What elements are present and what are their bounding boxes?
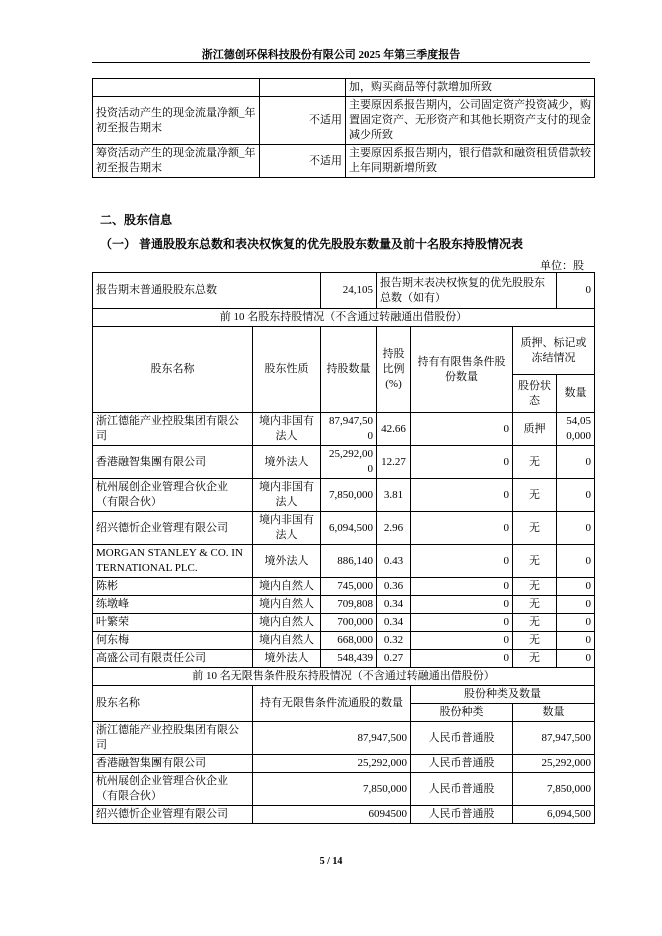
restricted-shares: 0	[411, 545, 513, 578]
summary-value: 24,105	[321, 273, 377, 309]
shareholder-table	[92, 272, 595, 824]
shareholder-name: 叶繁荣	[93, 614, 253, 632]
table-row	[93, 273, 595, 309]
table-row	[93, 479, 595, 512]
shareholder-nature: 境内非国有法人	[253, 479, 321, 512]
holding-ratio: 2.96	[377, 512, 411, 545]
shares-held: 668,000	[321, 632, 377, 650]
table-subtitle: 前 10 名无限售条件股东持股情况（不含通过转融通出借股份）	[93, 668, 595, 686]
pledge-status: 无	[513, 596, 557, 614]
table-header-row	[93, 686, 595, 704]
item-cell: 筹资活动产生的现金流量净额_年初至报告期末	[93, 145, 260, 178]
pledge-qty: 0	[557, 479, 595, 512]
share-qty: 6,094,500	[513, 806, 595, 824]
page-header: 浙江德创环保科技股份有限公司 2025 年第三季度报告	[201, 49, 461, 61]
pledge-qty: 0	[557, 545, 595, 578]
shares-held: 700,000	[321, 614, 377, 632]
unrestricted-count: 87,947,500	[253, 722, 411, 755]
holding-ratio: 0.36	[377, 578, 411, 596]
share-kind: 人民币普通股	[411, 773, 513, 806]
table-row	[93, 578, 595, 596]
restricted-shares: 0	[411, 578, 513, 596]
table-row	[93, 668, 595, 686]
shareholder-name: 浙江德能产业控股集团有限公司	[93, 722, 253, 755]
holding-ratio: 42.66	[377, 413, 411, 446]
shareholder-nature: 境内自然人	[253, 632, 321, 650]
holding-ratio: 3.81	[377, 479, 411, 512]
unrestricted-count: 25,292,000	[253, 755, 411, 773]
shares-held: 886,140	[321, 545, 377, 578]
holding-ratio: 0.32	[377, 632, 411, 650]
share-qty: 87,947,500	[513, 722, 595, 755]
header-name: 股东名称	[93, 327, 253, 413]
pledge-qty: 0	[557, 596, 595, 614]
pledge-qty: 0	[557, 446, 595, 479]
header-count: 持有无限售条件流通股的数量	[253, 686, 411, 722]
table-row	[93, 97, 595, 145]
shareholder-nature: 境外法人	[253, 650, 321, 668]
table-row	[93, 806, 595, 824]
shareholder-name: 香港融智集團有限公司	[93, 755, 253, 773]
pledge-qty: 0	[557, 512, 595, 545]
header-shares: 持股数量	[321, 327, 377, 413]
table-subtitle: 前 10 名股东持股情况（不含通过转融通出借股份）	[93, 309, 595, 327]
ratio-cell: 不适用	[260, 97, 346, 145]
shares-held: 745,000	[321, 578, 377, 596]
pledge-status: 无	[513, 650, 557, 668]
summary-label: 报告期末表决权恢复的优先股股东总数（如有）	[377, 273, 557, 309]
unit-label: 单位：股	[540, 260, 584, 272]
header-qty: 数量	[557, 375, 595, 413]
pledge-status: 质押	[513, 413, 557, 446]
restricted-shares: 0	[411, 413, 513, 446]
pledge-status: 无	[513, 446, 557, 479]
shares-held: 87,947,500	[321, 413, 377, 446]
page-number: 5 / 14	[319, 856, 343, 867]
header-kind: 股份种类	[411, 704, 513, 722]
header-qty: 数量	[513, 704, 595, 722]
restricted-shares: 0	[411, 632, 513, 650]
unrestricted-count: 7,850,000	[253, 773, 411, 806]
shareholder-name: 绍兴德忻企业管理有限公司	[93, 806, 253, 824]
reason-cell: 主要原因系报告期内，银行借款和融资租赁借款较上年同期新增所致	[346, 145, 595, 178]
table-row	[93, 596, 595, 614]
pledge-status: 无	[513, 512, 557, 545]
shareholder-name: MORGAN STANLEY & CO. INTERNATIONAL PLC.	[93, 545, 253, 578]
shareholder-name: 杭州展创企业管理合伙企业（有限合伙）	[93, 773, 253, 806]
restricted-shares: 0	[411, 650, 513, 668]
holding-ratio: 0.34	[377, 614, 411, 632]
pledge-status: 无	[513, 479, 557, 512]
restricted-shares: 0	[411, 512, 513, 545]
table-row	[93, 755, 595, 773]
header-nature: 股东性质	[253, 327, 321, 413]
pledge-qty: 54,050,000	[557, 413, 595, 446]
pledge-qty: 0	[557, 650, 595, 668]
header-name: 股东名称	[93, 686, 253, 722]
reason-cell: 主要原因系报告期内，公司固定资产投资减少，购置固定资产、无形资产和其他长期资产支付的现金减少所致	[346, 97, 595, 145]
shares-held: 6,094,500	[321, 512, 377, 545]
shareholder-nature: 境外法人	[253, 446, 321, 479]
restricted-shares: 0	[411, 596, 513, 614]
pledge-qty: 0	[557, 578, 595, 596]
shareholder-nature: 境外法人	[253, 545, 321, 578]
pledge-status: 无	[513, 614, 557, 632]
shareholder-name: 香港融智集團有限公司	[93, 446, 253, 479]
cashflow-table	[92, 78, 595, 178]
share-kind: 人民币普通股	[411, 755, 513, 773]
shareholder-name: 陈彬	[93, 578, 253, 596]
subsection-title: （一） 普通股股东总数和表决权恢复的优先股股东数量及前十名股东持股情况表	[100, 237, 524, 251]
shareholder-nature: 境内自然人	[253, 614, 321, 632]
table-header-row	[93, 327, 595, 375]
summary-value: 0	[557, 273, 595, 309]
unrestricted-count: 6094500	[253, 806, 411, 824]
holding-ratio: 0.43	[377, 545, 411, 578]
shares-held: 25,292,000	[321, 446, 377, 479]
shareholder-name: 何东梅	[93, 632, 253, 650]
table-row	[93, 614, 595, 632]
table-row	[93, 722, 595, 755]
header-status: 股份状态	[513, 375, 557, 413]
table-row	[93, 79, 595, 97]
share-qty: 7,850,000	[513, 773, 595, 806]
shareholder-nature: 境内自然人	[253, 596, 321, 614]
header-ratio: 持股比例(%)	[377, 327, 411, 413]
shareholder-nature: 境内非国有法人	[253, 512, 321, 545]
share-kind: 人民币普通股	[411, 806, 513, 824]
pledge-status: 无	[513, 545, 557, 578]
table-row	[93, 512, 595, 545]
holding-ratio: 0.27	[377, 650, 411, 668]
table-row	[93, 145, 595, 178]
item-cell: 投资活动产生的现金流量净额_年初至报告期末	[93, 97, 260, 145]
restricted-shares: 0	[411, 446, 513, 479]
table-row	[93, 413, 595, 446]
table-row	[93, 309, 595, 327]
pledge-status: 无	[513, 632, 557, 650]
shares-held: 548,439	[321, 650, 377, 668]
shareholder-name: 练墩峰	[93, 596, 253, 614]
holding-ratio: 0.34	[377, 596, 411, 614]
shareholder-name: 杭州展创企业管理合伙企业（有限合伙）	[93, 479, 253, 512]
shareholder-nature: 境内非国有法人	[253, 413, 321, 446]
share-qty: 25,292,000	[513, 755, 595, 773]
shareholder-name: 浙江德能产业控股集团有限公司	[93, 413, 253, 446]
pledge-qty: 0	[557, 632, 595, 650]
shareholder-name: 高盛公司有限责任公司	[93, 650, 253, 668]
header-restricted: 持有有限售条件股份数量	[411, 327, 513, 413]
pledge-qty: 0	[557, 614, 595, 632]
header-rule	[92, 62, 590, 63]
header-pledge: 质押、标记或冻结情况	[513, 327, 595, 375]
shares-held: 709,808	[321, 596, 377, 614]
table-row	[93, 446, 595, 479]
summary-label: 报告期末普通股股东总数	[93, 273, 321, 309]
table-row	[93, 650, 595, 668]
share-kind: 人民币普通股	[411, 722, 513, 755]
shareholder-nature: 境内自然人	[253, 578, 321, 596]
table-row	[93, 773, 595, 806]
table-row	[93, 545, 595, 578]
restricted-shares: 0	[411, 614, 513, 632]
table-row	[93, 632, 595, 650]
shareholder-name: 绍兴德忻企业管理有限公司	[93, 512, 253, 545]
holding-ratio: 12.27	[377, 446, 411, 479]
ratio-cell: 不适用	[260, 145, 346, 178]
reason-cell: 加，购买商品等付款增加所致	[346, 79, 595, 97]
shares-held: 7,850,000	[321, 479, 377, 512]
header-kind-qty: 股份种类及数量	[411, 686, 595, 704]
pledge-status: 无	[513, 578, 557, 596]
section-title: 二、股东信息	[100, 213, 173, 227]
restricted-shares: 0	[411, 479, 513, 512]
